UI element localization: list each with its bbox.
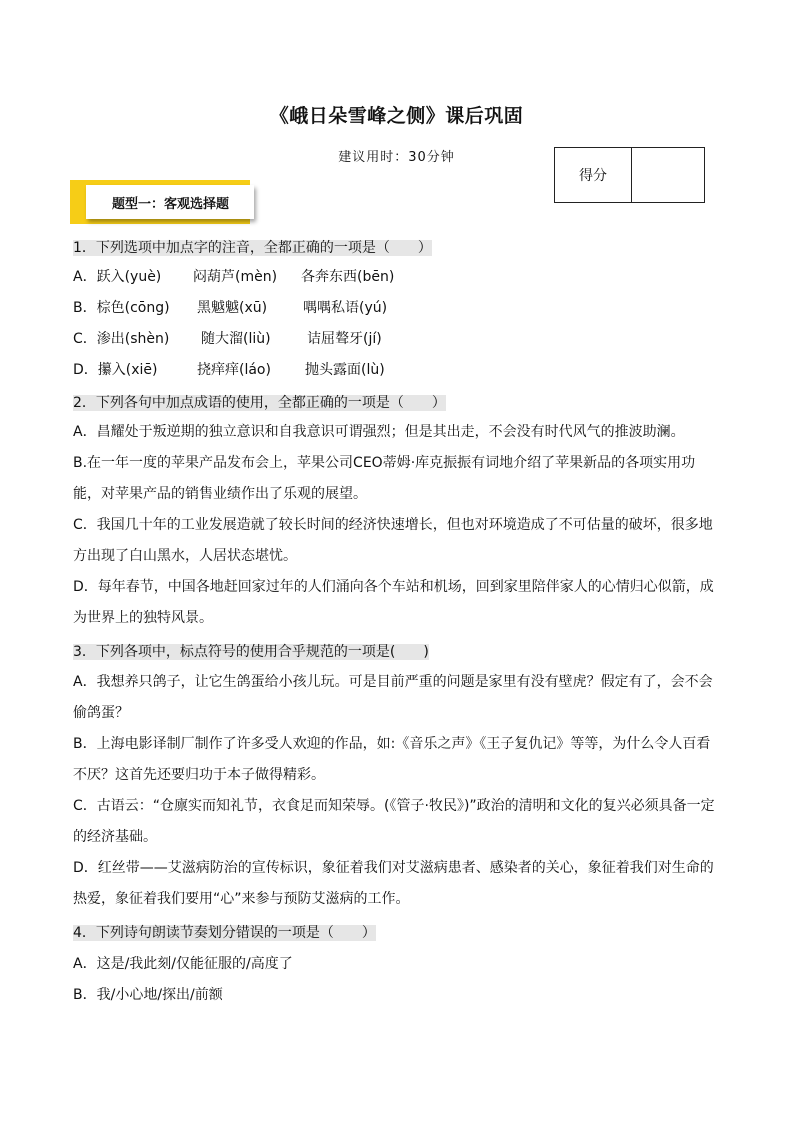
- question-3-option-c: C．古语云：“仓廪实而知礼节，衣食足而知荣辱。(《管子·牧民》)”政治的清明和文化的复兴必须具备一定的经济基础。: [73, 798, 715, 845]
- question-1-option-b: B．棕色(cōng) 黑魆魆(xū) 喁喁私语(yú): [73, 300, 388, 316]
- question-4-stem: 4．下列诗句朗读节奏划分错误的一项是（ ）: [73, 925, 376, 941]
- question-1-option-d: D．攥入(xiē) 挠痒痒(láo) 抛头露面(lù): [73, 362, 385, 378]
- section-banner: [70, 178, 258, 226]
- question-2-stem: 2．下列各句中加点成语的使用，全都正确的一项是（ ）: [73, 395, 446, 411]
- page-title: 《峨日朵雪峰之侧》课后巩固: [269, 105, 524, 127]
- question-2-option-c: C．我国几十年的工业发展造就了较长时间的经济快速增长，但也对环境造成了不可估量的破坏，很多地方出现了白山黑水，人居状态堪忧。: [73, 517, 713, 564]
- question-3-option-d: D．红丝带——艾滋病防治的宣传标识，象征着我们对艾滋病患者、感染者的关心，象征着我们对生命的热爱，象征着我们要用“心”来参与预防艾滋病的工作。: [73, 860, 714, 907]
- banner-label-box: [86, 185, 254, 219]
- question-2-option-b: B.在一年一度的苹果产品发布会上，苹果公司CEO蒂姆·库克振振有词地介绍了苹果新品的各项实用功能，对苹果产品的销售业绩作出了乐观的展望。: [73, 455, 696, 502]
- question-3-option-a: A．我想养只鸽子，让它生鸽蛋给小孩儿玩。可是目前严重的问题是家里有没有壁虎？假定有了，会不会偷鸽蛋？: [73, 674, 713, 721]
- score-value-field[interactable]: [632, 148, 704, 202]
- score-box: [554, 147, 705, 203]
- question-4-option-b: B．我/小心地/探出/前额: [73, 987, 223, 1003]
- suggested-time: 建议用时：30分钟: [338, 150, 455, 165]
- question-2-option-d: D．每年春节，中国各地赶回家过年的人们涌向各个车站和机场，回到家里陪伴家人的心情归心似箭，成为世界上的独特风景。: [73, 579, 714, 626]
- score-label: 得分: [555, 148, 632, 202]
- question-1-stem: 1．下列选项中加点字的注音，全都正确的一项是（ ）: [73, 240, 432, 256]
- question-1-option-a: A．跃入(yuè) 闷葫芦(mèn) 各奔东西(bēn): [73, 269, 395, 285]
- question-4-option-a: A．这是/我此刻/仅能征服的/高度了: [73, 956, 293, 972]
- question-1-option-c: C．渗出(shèn) 随大溜(liù) 诘屈聱牙(jí): [73, 331, 382, 347]
- section-label: 题型一：客观选择题: [112, 196, 230, 212]
- question-3-stem: 3．下列各项中，标点符号的使用合乎规范的一项是( ): [73, 644, 429, 660]
- question-2-option-a: A．昌耀处于叛逆期的独立意识和自我意识可谓强烈；但是其出走，不会没有时代风气的推波助澜。: [73, 424, 685, 440]
- question-3-option-b: B．上海电影译制厂制作了许多受人欢迎的作品，如:《音乐之声》《王子复仇记》等等，为什么令人百看不厌？这首先还要归功于本子做得精彩。: [73, 736, 711, 783]
